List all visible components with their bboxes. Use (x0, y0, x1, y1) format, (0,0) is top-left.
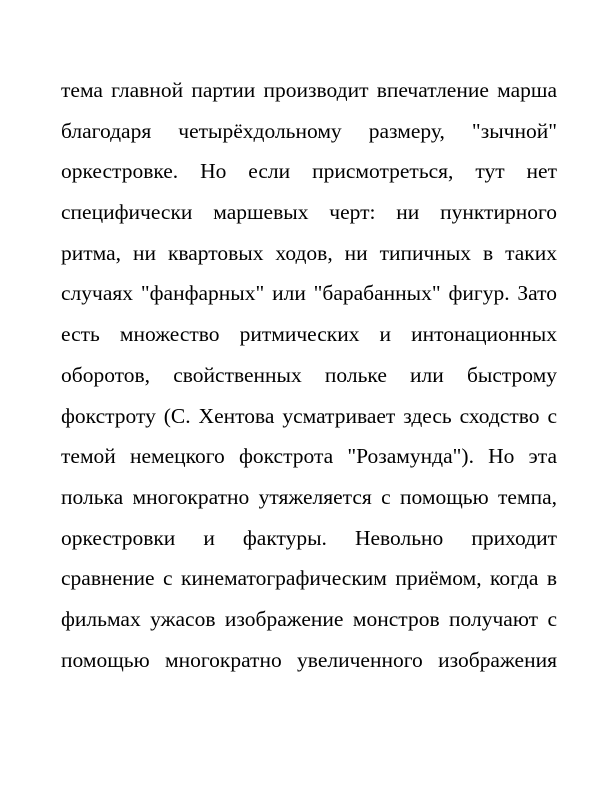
text-line-10: темой немецкого фокстрота "Розамунда"). Но эта (61, 444, 557, 469)
text-line-7: есть множество ритмических и интонационных (61, 322, 557, 347)
text-line-9: фокстроту (С. Хентова усматривает здесь сходство с (61, 403, 557, 428)
text-line-5: ритма, ни квартовых ходов, ни типичных в таких (61, 240, 557, 265)
body-text (61, 70, 557, 680)
text-line-15: помощью многократно увеличенного изображения (61, 647, 557, 672)
text-line-13: сравнение с кинематографическим приёмом, когда в (61, 566, 557, 591)
text-line-8: оборотов, свойственных польке или быстрому (61, 362, 557, 387)
text-line-3: оркестровке. Но если присмотреться, тут нет (61, 159, 557, 184)
text-line-4: специфически маршевых черт: ни пунктирного (61, 200, 557, 225)
text-line-6: случаях "фанфарных" или "барабанных" фигур. Зато (61, 281, 557, 306)
text-line-2: благодаря четырёхдольному размеру, "зычной" (61, 118, 557, 143)
text-line-12: оркестровки и фактуры. Невольно приходит (61, 525, 557, 550)
text-line-14: фильмах ужасов изображение монстров получают с (61, 606, 557, 631)
text-line-1: тема главной партии производит впечатление марша (61, 78, 557, 102)
text-line-11: полька многократно утяжеляется с помощью темпа, (61, 484, 557, 509)
